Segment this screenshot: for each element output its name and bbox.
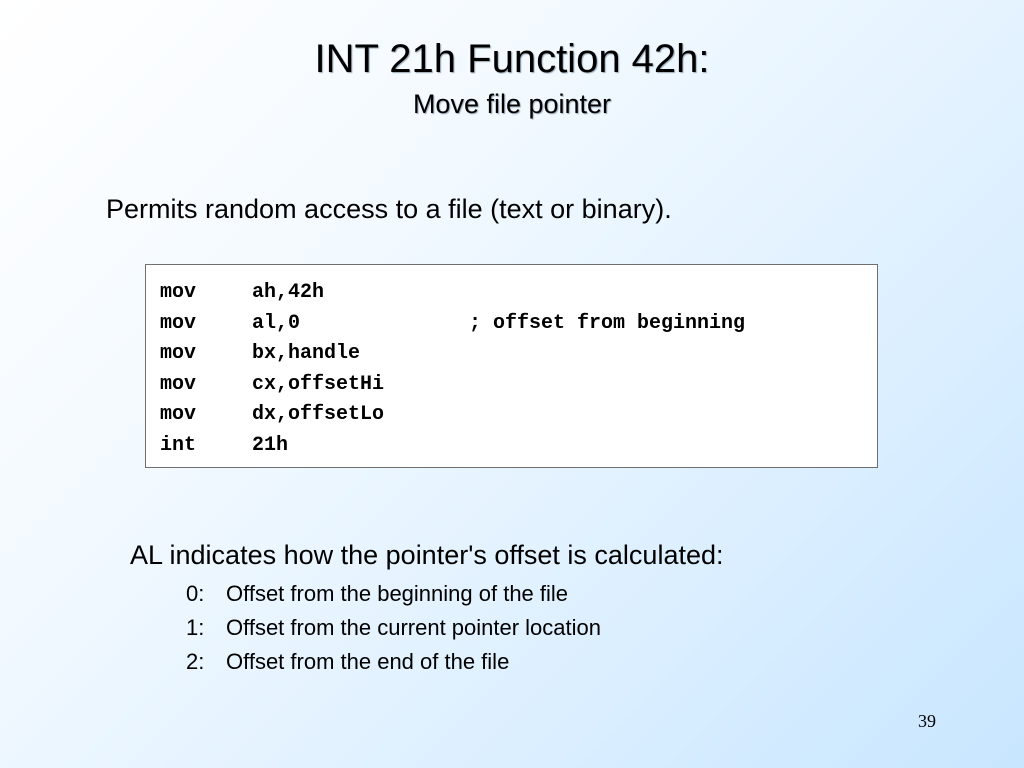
- intro-text: Permits random access to a file (text or binary).: [106, 194, 672, 224]
- al-heading: AL indicates how the pointer's offset is calculated:: [130, 540, 724, 570]
- option-number: 1:: [186, 615, 205, 640]
- code-opcode: int: [160, 433, 197, 457]
- code-line: [160, 309, 745, 340]
- list-item: [186, 577, 601, 611]
- code-operand: ah,42h: [252, 281, 325, 304]
- option-number: 0:: [186, 581, 205, 606]
- code-lines: [160, 278, 745, 462]
- code-operand: cx,offsetHi: [252, 372, 385, 396]
- option-text: Offset from the current pointer location: [226, 615, 601, 640]
- code-line: [160, 431, 745, 462]
- code-comment: ; offset from beginning: [469, 311, 746, 335]
- code-operand: bx,handle: [252, 342, 361, 366]
- code-opcode: mov: [160, 342, 197, 366]
- code-opcode: mov: [160, 281, 197, 304]
- slide-subtitle: Move file pointer: [412, 89, 612, 119]
- al-options-list: [186, 577, 601, 679]
- code-opcode: mov: [160, 403, 197, 427]
- code-operand: 21h: [252, 433, 289, 457]
- code-block: [145, 264, 878, 468]
- code-line: [160, 278, 745, 309]
- list-item: [186, 645, 601, 679]
- code-opcode: mov: [160, 372, 197, 396]
- code-operand: dx,offsetLo: [252, 403, 385, 427]
- code-opcode: mov: [160, 311, 197, 335]
- code-line: [160, 339, 745, 370]
- code-line: [160, 400, 745, 431]
- option-number: 2:: [186, 649, 205, 674]
- list-item: [186, 611, 601, 645]
- code-operand: al,0: [252, 311, 301, 335]
- option-text: Offset from the beginning of the file: [226, 581, 569, 606]
- slide-title: INT 21h Function 42h:: [314, 37, 710, 81]
- code-line: [160, 370, 745, 401]
- page-number: 39: [918, 711, 936, 731]
- option-text: Offset from the end of the file: [226, 649, 510, 674]
